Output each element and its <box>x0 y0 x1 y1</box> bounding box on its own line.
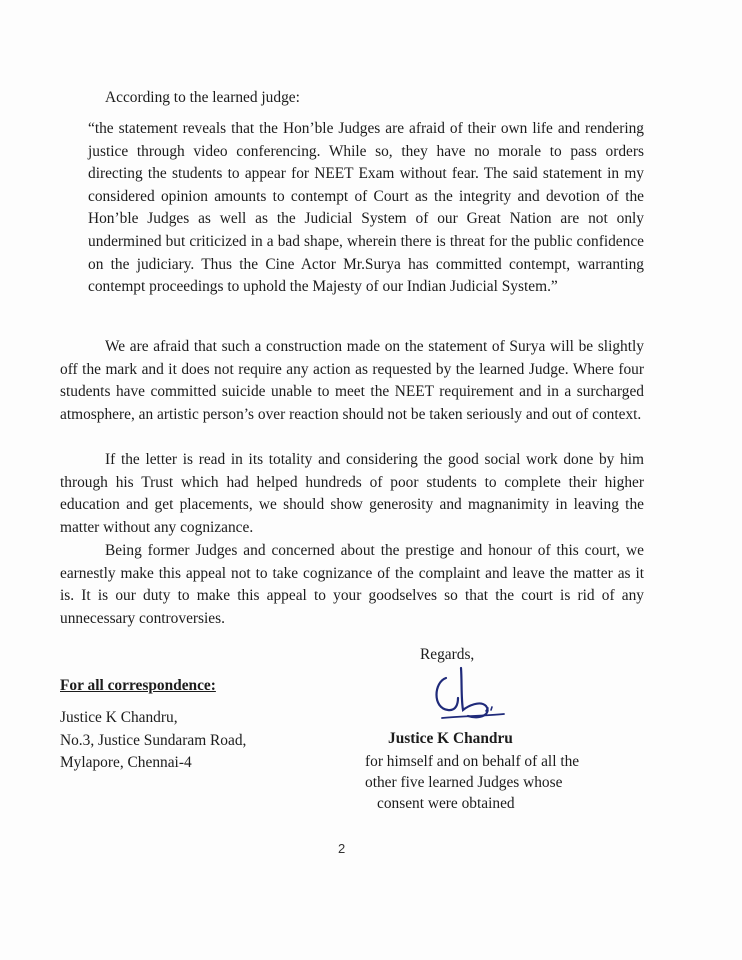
signatory-note-line: other five learned Judges whose <box>365 774 563 791</box>
correspondence-heading: For all correspondence: <box>60 677 216 694</box>
signatory-note-line: for himself and on behalf of all the <box>365 753 580 770</box>
page-number: 2 <box>338 841 346 856</box>
paragraph-2: If the letter is read in its totality and considering the good social work done by him through his Trust which had helped hundreds of poor students to complete their higher education and get placements, we should show generosity and magnanimity in leaving the matter without any cognizance. <box>60 451 644 536</box>
address-line: Justice K Chandru, <box>60 709 178 726</box>
address-line: No.3, Justice Sundaram Road, <box>60 731 247 749</box>
paragraph-3: Being former Judges and concerned about the prestige and honour of this court, we earnestly make this appeal not to take cognizance of the complaint and leave the matter as it is. It is our duty to make this appeal to your goodselves so that the court is rid of any unnecessary controversies. <box>60 542 644 627</box>
correspondence-address <box>60 707 246 775</box>
closing-regards: Regards, <box>420 646 475 663</box>
lead-line: According to the learned judge: <box>105 89 300 106</box>
paragraph-1: We are afraid that such a construction made on the statement of Surya will be slightly off the mark and it does not require any action as requested by the learned Judge. Where four students have committed suicide unable to meet the NEET requirement and in a surcharged atmosphere, an artistic person’s over reaction should not be taken seriously and out of context. <box>60 338 644 423</box>
quoted-statement: “the statement reveals that the Hon’ble Judges are afraid of their own life and rendering justice through video conferencing. While so, they have no morale to pass orders directing the students to appear for NEET Exam without fear. The said statement in my considered opinion amounts to contempt of Court as the integrity and devotion of the Hon’ble Judges as well as the Judicial System of our Great Nation are not only undermined but criticized in a bad shape, wherein there is threat for the public confidence on the judiciary. Thus the Cine Actor Mr.Surya has committed contempt, warranting contempt proceedings to uphold the Majesty of our Indian Judicial System.” <box>88 120 644 296</box>
signatory-name: Justice K Chandru <box>388 730 513 747</box>
signatory-note <box>365 751 635 814</box>
address-line: Mylapore, Chennai-4 <box>60 754 192 772</box>
handwritten-signature <box>428 664 518 728</box>
signatory-note-line: consent were obtained <box>377 795 515 812</box>
